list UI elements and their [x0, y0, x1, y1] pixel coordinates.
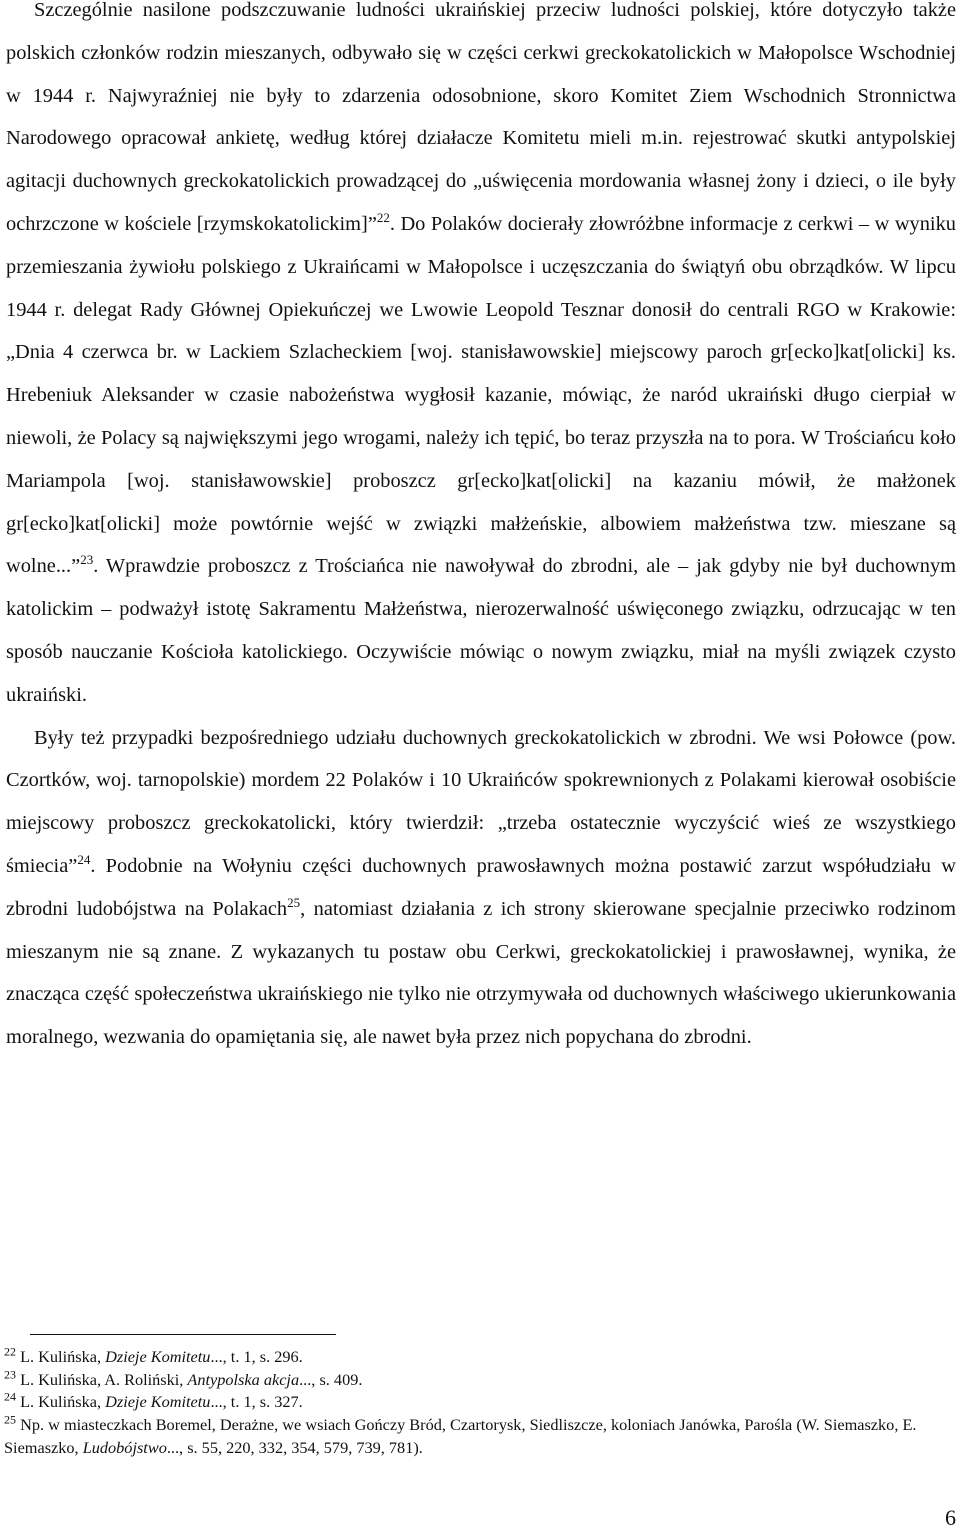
- document-page: [6, 0, 956, 1059]
- footnote-number: 23: [4, 1367, 16, 1382]
- footnote-22: [4, 1346, 950, 1369]
- footnote-separator: [30, 1334, 336, 1335]
- footnote-text: ..., t. 1, s. 296.: [210, 1347, 303, 1366]
- footnote-title: Dzieje Komitetu: [105, 1347, 211, 1366]
- paragraph-1: [6, 0, 956, 717]
- page-number: 6: [945, 1505, 956, 1530]
- footnote-ref-24: 24: [77, 851, 91, 867]
- paragraph-2-text-a: Były też przypadki bezpośredniego udziału duchownych greckokatolickich w zbrodni. We wsi Połowce (pow. Czortków, woj. tarnopolskie) mordem 22 Polaków i 10 Ukraińców spokrewnionych z Polakami kierował osobiście miejscowy proboszcz greckokatolicki, który twierdził: „trzeba ostatecznie wyczyścić wieś ze wszystkiego śmiecia”: [6, 726, 956, 877]
- paragraph-2-text-b: . Podobnie na Wołyniu części duchownych prawosławnych można postawić zarzut współudziału w zbrodni ludobójstwa na Polakach: [6, 854, 956, 920]
- paragraph-1-text-a: Szczególnie nasilone podszczuwanie ludności ukraińskiej przeciw ludności polskiej, które dotyczyło także polskich członków rodzin mieszanych, odbywało się w części cerkwi greckokatolickich w Małopolsce Wschodniej w 1944 r. Najwyraźniej nie były to zdarzenia odosobnione, skoro Komitet Ziem Wschodnich Stronnictwa Narodowego opracował ankietę, według której działacze Komitetu mieli m.in. rejestrować skutki antypolskiej agitacji duchownych greckokatolickich prowadzącej do „uświęcenia mordowania własnej żony i dzieci, o ile były ochrzczone w kościele [rzymskokatolickim]”: [6, 0, 956, 235]
- footnote-ref-22: 22: [376, 209, 390, 225]
- paragraph-1-text-b: . Do Polaków docierały złowróżbne informacje z cerkwi – w wyniku przemieszania żywiołu polskiego z Ukraińcami w Małopolsce i uczęszczania do świątyń obu obrządków. W lipcu 1944 r. delegat Rady Głównej Opiekuńczej we Lwowie Leopold Tesznar donosił do centrali RGO w Krakowie: „Dnia 4 czerwca br. w Lackiem Szlacheckiem [woj. stanisławowskie] miejscowy paroch gr[ecko]kat[olicki] ks. Hrebeniuk Aleksander w czasie nabożeństwa wygłosił kazanie, mówiąc, że naród ukraiński długo cierpiał w niewoli, że Polacy są największymi jego wrogami, należy ich tępić, bo teraz przyszła na to pora. W Trościańcu koło Mariampola [woj. stanisławowskie] proboszcz gr[ecko]kat[olicki] na kazaniu mówił, że małżonek gr[ecko]kat[olicki] może powtórnie wejść w związki małżeńskie, albowiem małżeństwa tzw. mieszane są wolne...”: [6, 212, 956, 578]
- footnote-text: ..., s. 409.: [299, 1369, 363, 1389]
- footnote-text: L. Kulińska, A. Roliński,: [20, 1369, 188, 1389]
- paragraph-1-text-c: . Wprawdzie proboszcz z Trościańca nie nawoływał do zbrodni, ale – jak gdyby nie był duchownym katolickim – podważył istotę Sakramentu Małżeństwa, nierozerwalność uświęconego związku, odrzucając w ten sposób nauczanie Kościoła katolickiego. Oczywiście mówiąc o nowym związku, miał na myśli związek czysto ukraiński.: [6, 555, 956, 706]
- footnote-title: Dzieje Komitetu: [105, 1392, 211, 1412]
- footnote-title: Antypolska akcja: [187, 1369, 300, 1389]
- footnote-ref-25: 25: [287, 894, 301, 910]
- footnote-25: [4, 1414, 950, 1459]
- footnote-23: [4, 1369, 950, 1392]
- footnote-text: L. Kulińska,: [20, 1392, 106, 1412]
- main-text: [6, 0, 956, 1059]
- footnote-text: ..., s. 55, 220, 332, 354, 579, 739, 781).: [166, 1437, 423, 1457]
- paragraph-2: [6, 717, 956, 1059]
- footnote-number: 22: [4, 1344, 16, 1359]
- footnote-ref-23: 23: [80, 552, 94, 568]
- footnote-text: Np. w miasteczkach Boremel, Derażne, we wsiach Gończy Bród, Czartorysk, Siedliszcze, koloniach Janówka, Parośla (W. Siemaszko, E. Siemaszko,: [4, 1415, 917, 1457]
- paragraph-2-text-c: , natomiast działania z ich strony skierowane specjalnie przeciwko rodzinom mieszanym nie są znane. Z wykazanych tu postaw obu Cerkwi, greckokatolickiej i prawosławnej, wynika, że znacząca część społeczeństwa ukraińskiego nie tylko nie otrzymywała od duchownych właściwego ukierunkowania moralnego, wezwania do opamiętania się, ale nawet była przez nich popychana do zbrodni.: [6, 897, 956, 1049]
- footnote-text: L. Kulińska,: [20, 1347, 106, 1366]
- footnote-24: [4, 1391, 950, 1414]
- footnote-text: ..., t. 1, s. 327.: [210, 1392, 303, 1412]
- footnote-number: 25: [4, 1412, 16, 1427]
- footnote-number: 24: [4, 1389, 16, 1404]
- footnote-title: Ludobójstwo: [82, 1437, 167, 1457]
- footnotes: [4, 1346, 950, 1460]
